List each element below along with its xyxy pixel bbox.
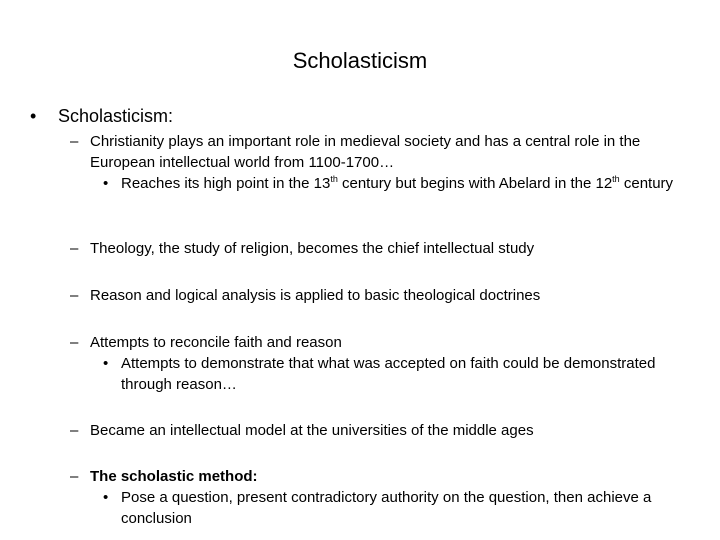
subpoint-text-b: century but begins with Abelard in the 12 <box>337 175 613 192</box>
bullet-icon: • <box>103 489 109 506</box>
point-text: Attempts to reconcile faith and reason <box>90 334 342 351</box>
dash-icon: – <box>70 287 79 304</box>
main-bullet-label: Scholasticism <box>58 106 169 126</box>
superscript-th: th <box>612 174 620 184</box>
point-text: Christianity plays an important role in medieval society and has a central role in the European intellectual world from 1100-1700… <box>90 133 641 171</box>
subpoint-text: Pose a question, present contradictory authority on the question, then achieve a conclusion <box>121 489 652 527</box>
bullet-icon: • <box>103 355 109 372</box>
point-text: Reason and logical analysis is applied to basic theological doctrines <box>90 287 541 304</box>
point-text: Theology, the study of religion, becomes the chief intellectual study <box>90 240 535 257</box>
subpoint-text: Attempts to demonstrate that what was accepted on faith could be demonstrated through reason… <box>121 355 656 393</box>
bullet-icon: • <box>103 175 109 192</box>
dash-icon: – <box>70 422 79 439</box>
bullet-icon: • <box>30 106 37 126</box>
point-text: Became an intellectual model at the universities of the middle ages <box>90 422 534 439</box>
dash-icon: – <box>70 240 79 257</box>
dash-icon: – <box>70 468 79 485</box>
subpoint-text-c: century <box>619 175 674 192</box>
subpoint-text-a: Reaches its high point in the 13 <box>121 175 331 192</box>
slide-title: Scholasticism <box>292 48 428 73</box>
superscript-th: th <box>330 174 338 184</box>
main-bullet-colon: : <box>168 106 174 126</box>
point-text: The scholastic method: <box>90 468 258 485</box>
dash-icon: – <box>70 133 79 150</box>
dash-icon: – <box>70 334 79 351</box>
